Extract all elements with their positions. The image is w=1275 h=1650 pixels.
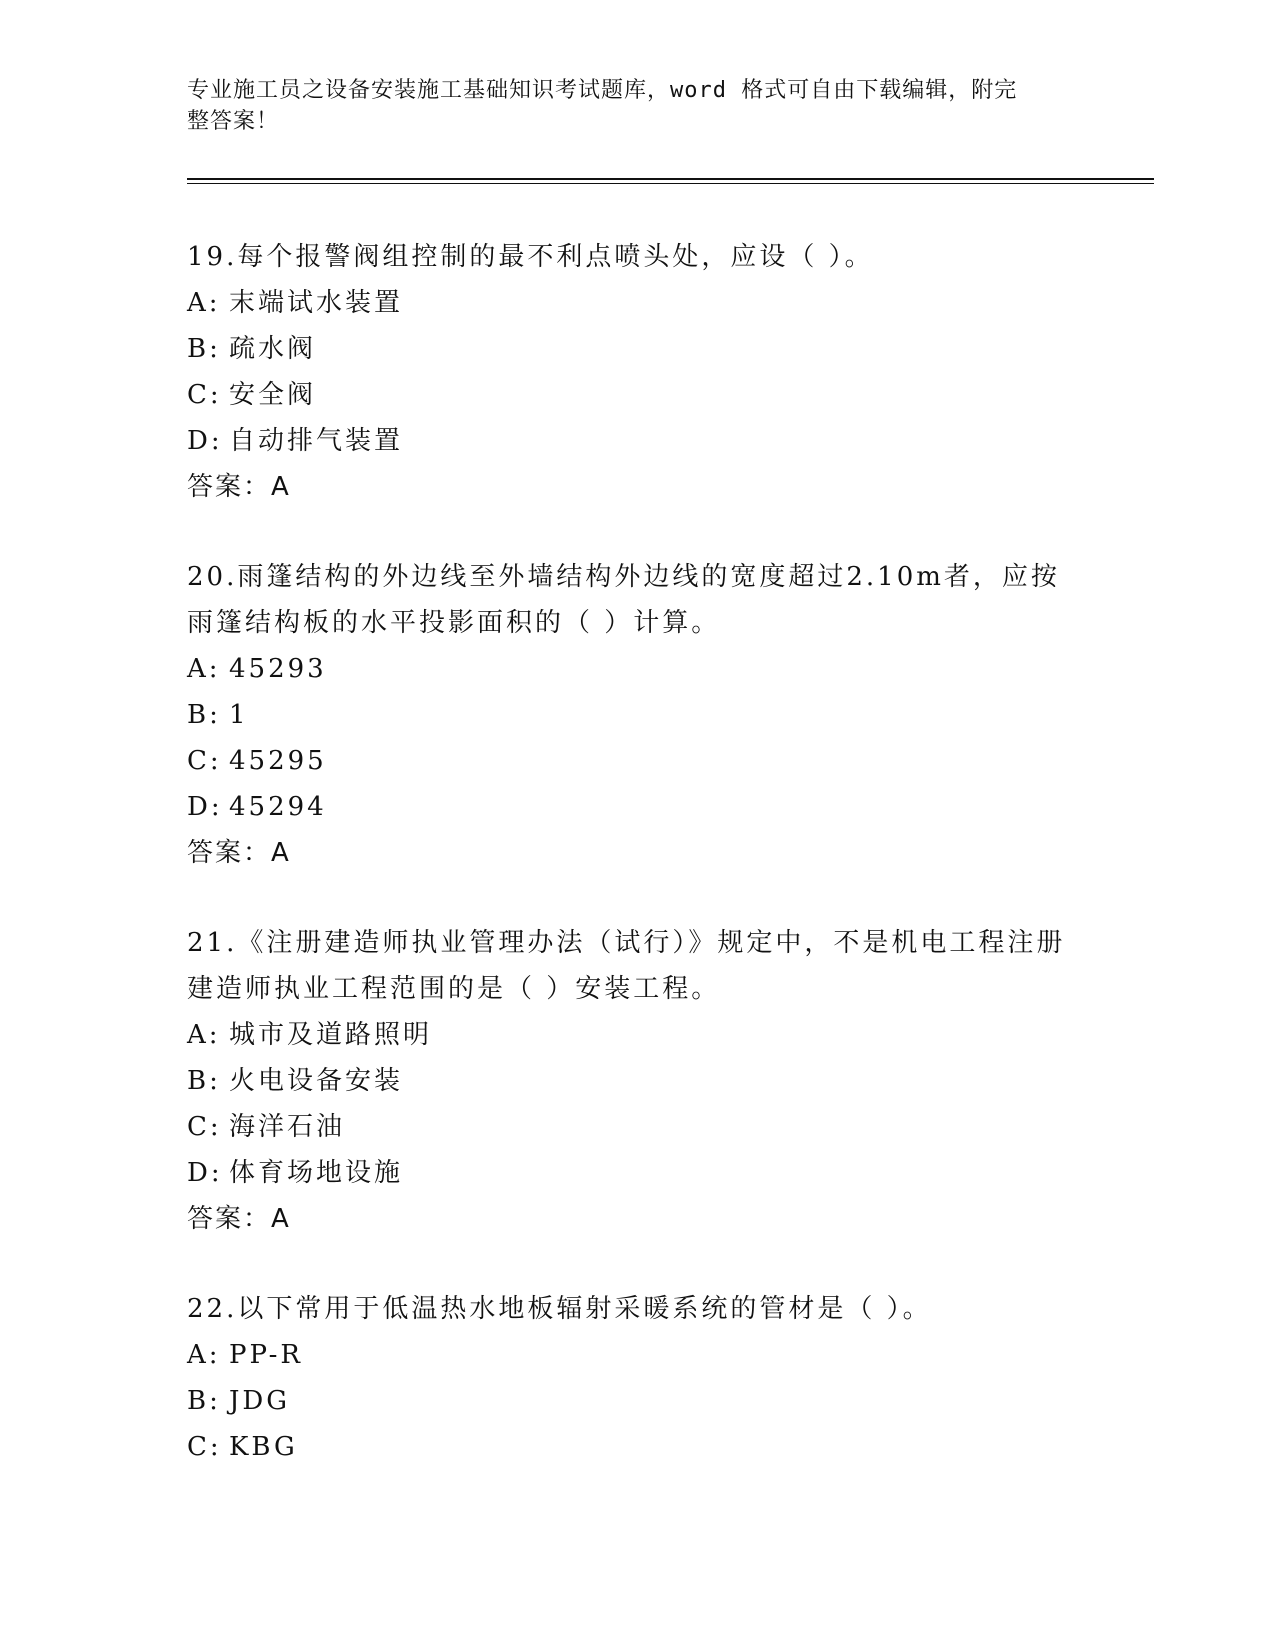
question-22 xyxy=(187,1286,1087,1470)
option-b xyxy=(187,692,1087,738)
answer-line: 答案：A xyxy=(187,838,291,868)
option-text: 45294 xyxy=(229,792,327,822)
option-b xyxy=(187,1058,1087,1104)
option-text: 45293 xyxy=(229,654,327,684)
answer-line: 答案：A xyxy=(187,1204,291,1234)
option-text: 末端试水装置 xyxy=(229,288,404,318)
document-header xyxy=(187,75,1067,137)
option-text: KBG xyxy=(229,1432,298,1462)
option-key: A: xyxy=(187,288,221,318)
option-text: 海洋石油 xyxy=(229,1112,346,1142)
question-19 xyxy=(187,234,1087,510)
option-a xyxy=(187,280,1087,326)
header-line-2: 整答案！ xyxy=(187,109,280,134)
option-b xyxy=(187,326,1087,372)
option-c xyxy=(187,1424,1087,1470)
question-21 xyxy=(187,920,1087,1242)
option-key: B: xyxy=(187,334,221,364)
option-a xyxy=(187,646,1087,692)
header-divider-thin xyxy=(187,183,1154,184)
header-line-1: 专业施工员之设备安装施工基础知识考试题库，word 格式可自由下载编辑，附完 xyxy=(187,78,1018,103)
option-key: A: xyxy=(187,654,221,684)
question-number: 19. xyxy=(187,242,238,272)
option-key: B: xyxy=(187,700,221,730)
answer-line: 答案：A xyxy=(187,472,291,502)
option-key: A: xyxy=(187,1020,221,1050)
option-text: 自动排气装置 xyxy=(229,426,404,456)
option-key: B: xyxy=(187,1386,221,1416)
option-text: PP-R xyxy=(229,1340,303,1370)
option-text: 疏水阀 xyxy=(229,334,317,364)
option-text: 45295 xyxy=(229,746,327,776)
option-text: 火电设备安装 xyxy=(229,1066,404,1096)
header-divider-thick xyxy=(187,178,1154,180)
option-key: C: xyxy=(187,746,222,776)
option-text: 城市及道路照明 xyxy=(229,1020,433,1050)
option-key: B: xyxy=(187,1066,221,1096)
option-c xyxy=(187,372,1087,418)
option-text: 1 xyxy=(229,700,249,730)
option-d xyxy=(187,418,1087,464)
option-text: 体育场地设施 xyxy=(229,1158,404,1188)
option-a xyxy=(187,1012,1087,1058)
option-d xyxy=(187,784,1087,830)
option-c xyxy=(187,738,1087,784)
question-stem: 以下常用于低温热水地板辐射采暖系统的管材是（ ）。 xyxy=(237,1294,932,1324)
option-key: C: xyxy=(187,380,222,410)
option-key: D: xyxy=(187,426,223,456)
question-text xyxy=(187,234,1087,280)
question-stem: 每个报警阀组控制的最不利点喷头处，应设（ ）。 xyxy=(237,242,874,272)
option-b xyxy=(187,1378,1087,1424)
option-key: D: xyxy=(187,1158,223,1188)
question-stem: 《注册建造师执业管理办法（试行）》规定中，不是机电工程注册建造师执业工程范围的是（ ）安装工程。 xyxy=(187,928,1066,1004)
question-text xyxy=(187,920,1087,1012)
question-text xyxy=(187,1286,1087,1332)
option-text: JDG xyxy=(229,1386,291,1416)
question-stem: 雨篷结构的外边线至外墙结构外边线的宽度超过2.10m者，应按雨篷结构板的水平投影面积的（ ）计算。 xyxy=(187,562,1060,638)
option-text: 安全阀 xyxy=(229,380,317,410)
option-key: C: xyxy=(187,1432,222,1462)
question-number: 22. xyxy=(187,1294,238,1324)
question-number: 20. xyxy=(187,562,238,592)
option-c xyxy=(187,1104,1087,1150)
question-number: 21. xyxy=(187,928,238,958)
question-list xyxy=(187,234,1087,1514)
option-a xyxy=(187,1332,1087,1378)
question-20 xyxy=(187,554,1087,876)
option-key: C: xyxy=(187,1112,222,1142)
option-d xyxy=(187,1150,1087,1196)
option-key: A: xyxy=(187,1340,221,1370)
question-text xyxy=(187,554,1087,646)
option-key: D: xyxy=(187,792,223,822)
